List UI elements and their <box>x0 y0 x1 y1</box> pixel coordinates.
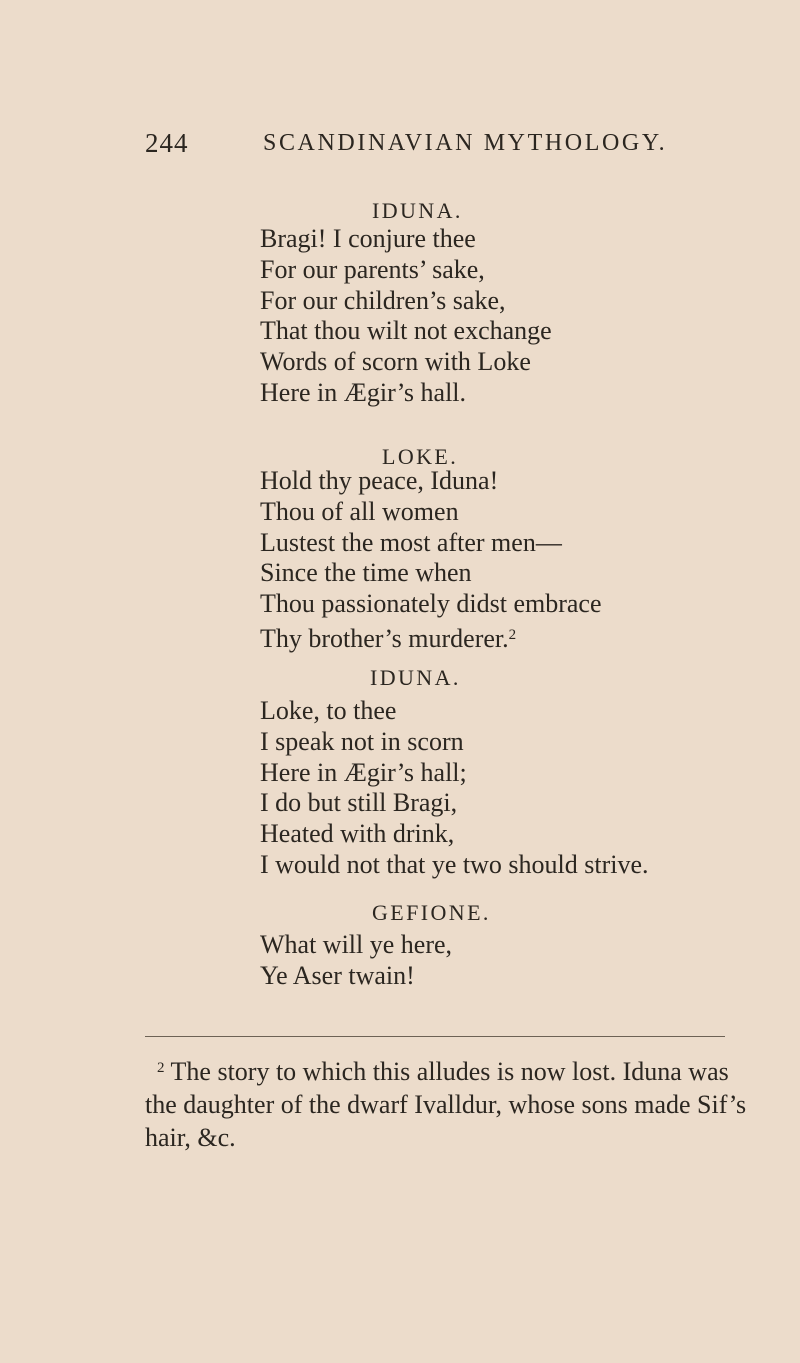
verse-line: What will ye here, <box>260 930 453 959</box>
footnote <box>145 1052 785 1154</box>
verse-line: Since the time when <box>260 558 472 588</box>
speaker-heading: IDUNA. <box>370 665 461 690</box>
verse-line-text: Thy brother’s murderer. <box>260 623 509 653</box>
verse-line: For our children’s sake, <box>260 285 506 315</box>
speaker-heading: GEFIONE. <box>372 900 491 925</box>
verse-line: For our parents’ sake, <box>260 254 485 284</box>
speaker-heading: LOKE. <box>382 444 459 469</box>
running-title: SCANDINAVIAN MYTHOLOGY. <box>263 130 668 156</box>
verse-line: Thou of all women <box>260 496 459 526</box>
page-header <box>145 128 745 168</box>
verse-line: Words of scorn with Loke <box>260 347 531 377</box>
page-number: 244 <box>145 128 189 158</box>
verse-line: Here in Ægir’s hall; <box>260 757 467 787</box>
verse-line: Hold thy peace, Iduna! <box>260 466 499 495</box>
verse-stanza <box>260 930 760 992</box>
footnote-line: the daughter of the dwarf Ivalldur, whose sons made Sif’s <box>145 1090 747 1119</box>
verse-line: Thou passionately didst embrace <box>260 589 602 619</box>
speaker-heading: IDUNA. <box>372 198 463 223</box>
verse-line: Lustest the most after men— <box>260 527 562 557</box>
footnote-marker: 2 <box>508 626 517 643</box>
verse-line: Bragi! I conjure thee <box>260 224 476 253</box>
verse-stanza <box>260 696 760 881</box>
verse-line: That thou wilt not exchange <box>260 316 552 346</box>
footnote-line <box>145 1052 785 1088</box>
footnote-marker: 2 <box>157 1060 165 1076</box>
verse-line <box>260 620 760 655</box>
verse-stanza <box>260 224 760 409</box>
verse-line: I do but still Bragi, <box>260 788 458 818</box>
verse-line: Loke, to thee <box>260 696 397 725</box>
verse-line: Here in Ægir’s hall. <box>260 377 467 407</box>
verse-line: I speak not in scorn <box>260 726 464 756</box>
verse-line: Ye Aser twain! <box>260 960 415 990</box>
footnote-line: hair, &c. <box>145 1123 236 1152</box>
verse-stanza <box>260 466 760 655</box>
verse-line: Heated with drink, <box>260 819 455 849</box>
verse-line: I would not that ye two should strive. <box>260 849 649 879</box>
footnote-text: The story to which this alludes is now lost. Iduna was <box>170 1057 729 1086</box>
footnote-divider <box>145 1036 725 1037</box>
